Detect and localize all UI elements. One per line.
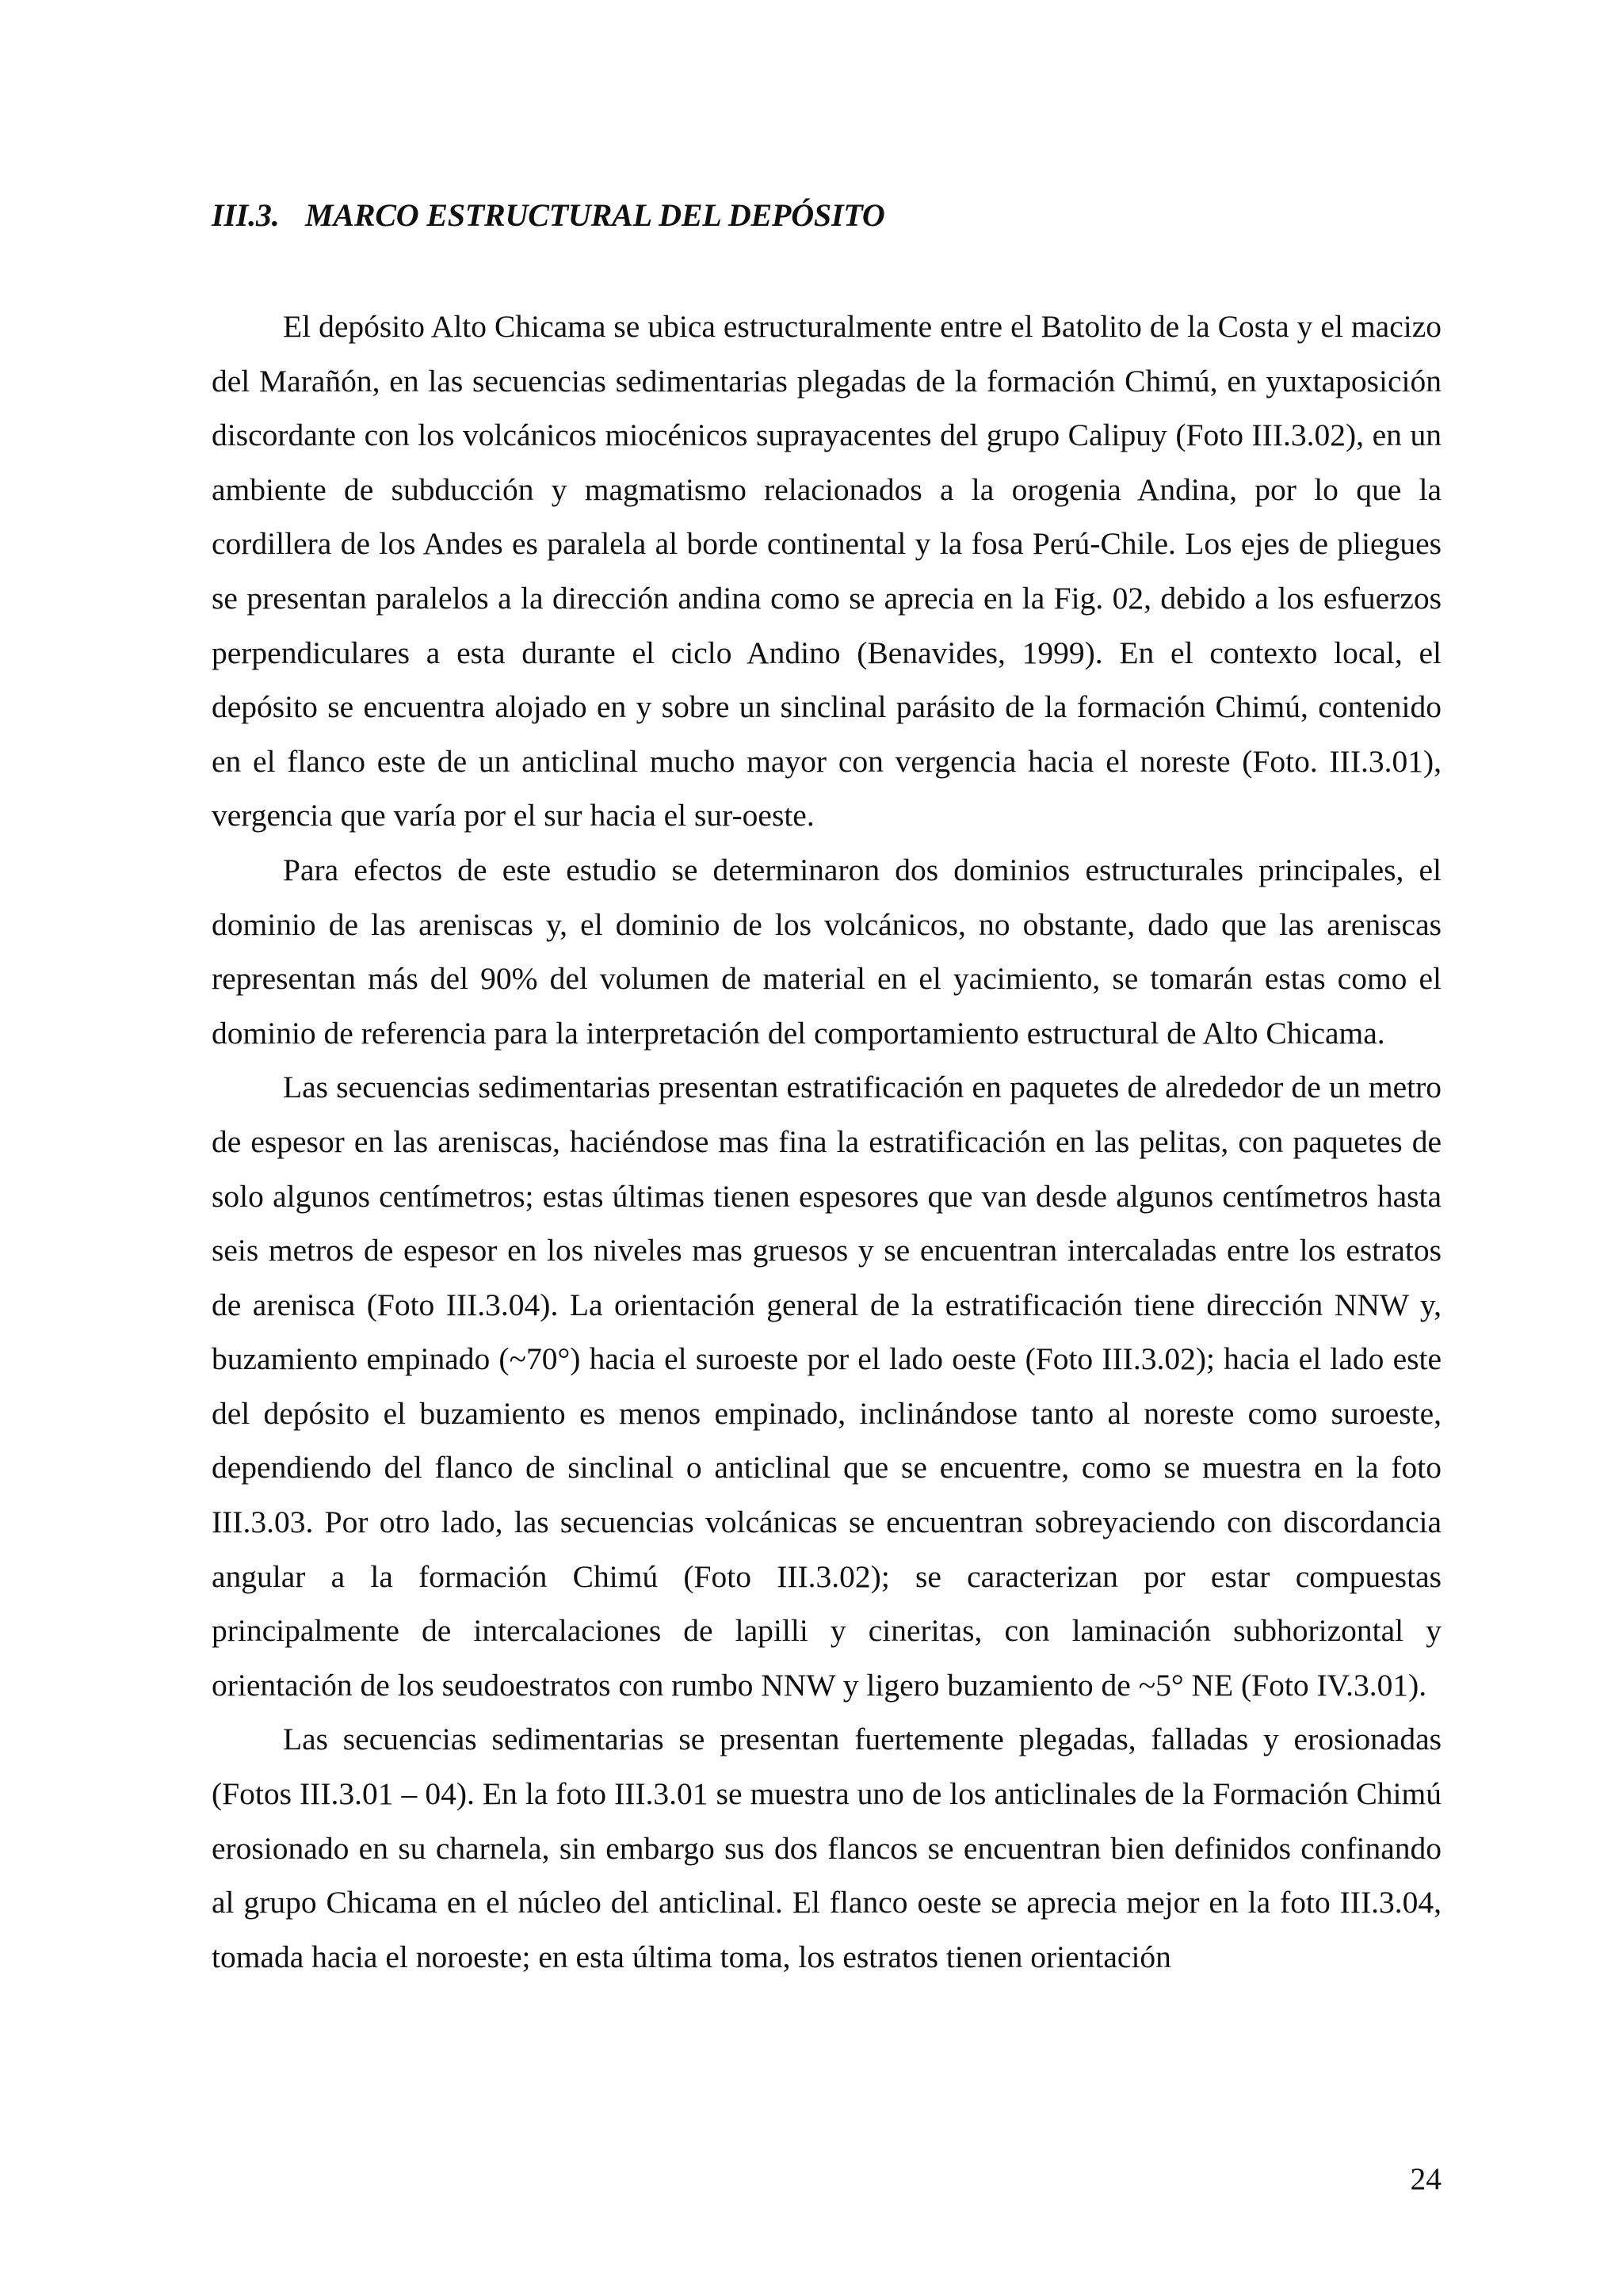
document-page: [212, 0, 1442, 2296]
paragraph: El depósito Alto Chicama se ubica estructuralmente entre el Batolito de la Costa y el macizo del Marañón, en las secuencias sedimentarias plegadas de la formación Chimú, en yuxtaposición discordante con los volcánicos miocénicos suprayacentes del grupo Calipuy (Foto III.3.02), en un ambiente de subducción y magmatismo relacionados a la orogenia Andina, por lo que la cordillera de los Andes es paralela al borde continental y la fosa Perú-Chile. Los ejes de pliegues se presentan paralelos a la dirección andina como se aprecia en la Fig. 02, debido a los esfuerzos perpendiculares a esta durante el ciclo Andino (Benavides, 1999). En el contexto local, el depósito se encuentra alojado en y sobre un sinclinal parásito de la formación Chimú, contenido en el flanco este de un anticlinal mucho mayor con vergencia hacia el noreste (Foto. III.3.01), vergencia que varía por el sur hacia el sur-oeste.: [212, 309, 1442, 833]
section-title: MARCO ESTRUCTURAL DEL DEPÓSITO: [305, 197, 885, 233]
page-number: 24: [1410, 2161, 1442, 2196]
body-text: [212, 299, 1442, 1984]
section-heading: [212, 192, 885, 239]
section-number: III.3.: [212, 197, 280, 233]
paragraph: Para efectos de este estudio se determinaron dos dominios estructurales principales, el dominio de las areniscas y, el dominio de los volcánicos, no obstante, dado que las areniscas representan más del 90% del volumen de material en el yacimiento, se tomarán estas como el dominio de referencia para la interpretación del comportamiento estructural de Alto Chicama.: [212, 852, 1442, 1051]
paragraph: Las secuencias sedimentarias se presentan fuertemente plegadas, falladas y erosionadas (Fotos III.3.01 – 04). En la foto III.3.01 se muestra uno de los anticlinales de la Formación Chimú erosionado en su charnela, sin embargo sus dos flancos se encuentran bien definidos confinando al grupo Chicama en el núcleo del anticlinal. El flanco oeste se aprecia mejor en la foto III.3.04, tomada hacia el noroeste; en esta última toma, los estratos tienen orientación: [212, 1722, 1442, 1974]
paragraph: Las secuencias sedimentarias presentan estratificación en paquetes de alrededor de un metro de espesor en las areniscas, haciéndose mas fina la estratificación en las pelitas, con paquetes de solo algunos centímetros; estas últimas tienen espesores que van desde algunos centímetros hasta seis metros de espesor en los niveles mas gruesos y se encuentran intercaladas entre los estratos de arenisca (Foto III.3.04). La orientación general de la estratificación tiene dirección NNW y, buzamiento empinado (~70°) hacia el suroeste por el lado oeste (Foto III.3.02); hacia el lado este del depósito el buzamiento es menos empinado, inclinándose tanto al noreste como suroeste, dependiendo del flanco de sinclinal o anticlinal que se encuentre, como se muestra en la foto III.3.03. Por otro lado, las secuencias volcánicas se encuentran sobreyaciendo con discordancia angular a la formación Chimú (Foto III.3.02); se caracterizan por estar compuestas principalmente de intercalaciones de lapilli y cineritas, con laminación subhorizontal y orientación de los seudoestratos con rumbo NNW y ligero buzamiento de ~5° NE (Foto IV.3.01).: [212, 1070, 1442, 1703]
